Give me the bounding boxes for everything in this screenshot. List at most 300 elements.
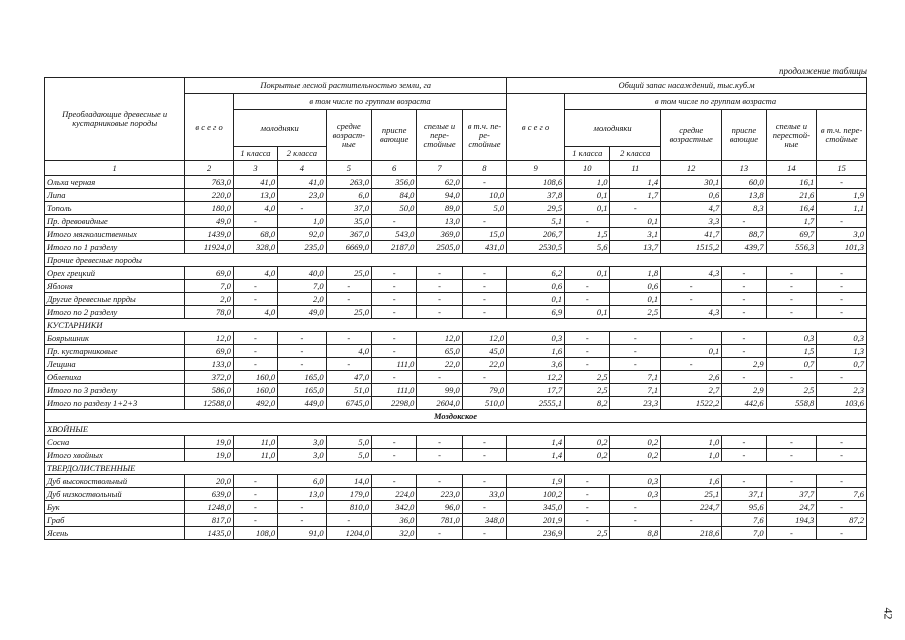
location-heading-row	[45, 410, 867, 423]
table-cell: 0,7	[766, 358, 817, 371]
table-cell: 194,3	[766, 514, 817, 527]
table-cell: -	[417, 293, 462, 306]
table-cell: 13,8	[722, 189, 766, 202]
column-number: 11	[610, 161, 661, 176]
table-cell: -	[565, 332, 610, 345]
table-cell: 4,0	[233, 306, 277, 319]
table-cell: 342,0	[372, 501, 417, 514]
table-cell: 7,0	[278, 280, 327, 293]
column-number: 8	[462, 161, 506, 176]
table-cell: -	[565, 358, 610, 371]
table-cell: -	[233, 488, 277, 501]
table-cell: -	[565, 488, 610, 501]
table-cell: 201,9	[507, 514, 565, 527]
area-overmature-header: в т.ч. пе- ре- стойные	[462, 110, 506, 161]
table-cell: 1439,0	[185, 228, 234, 241]
table-row	[45, 449, 867, 462]
table-cell: 2,5	[565, 527, 610, 540]
table-cell: 36,0	[372, 514, 417, 527]
table-cell: 206,7	[507, 228, 565, 241]
table-cell: 111,0	[372, 384, 417, 397]
table-cell: -	[372, 449, 417, 462]
table-cell: 263,0	[326, 176, 371, 189]
table-cell: 12,2	[507, 371, 565, 384]
species-name: Итого мягколиственных	[45, 228, 185, 241]
table-cell: 5,1	[507, 215, 565, 228]
stock-middle-header: средне возрастные	[661, 110, 722, 161]
table-cell: 2187,0	[372, 241, 417, 254]
table-cell: 0,7	[817, 358, 867, 371]
table-cell: 0,1	[565, 189, 610, 202]
table-cell: -	[817, 215, 867, 228]
species-name: Итого хвойных	[45, 449, 185, 462]
table-cell: 17,7	[507, 384, 565, 397]
table-cell: 45,0	[462, 345, 506, 358]
table-cell: -	[565, 475, 610, 488]
table-cell: -	[372, 345, 417, 358]
table-cell: -	[372, 267, 417, 280]
table-cell: 5,0	[326, 449, 371, 462]
table-cell: 0,1	[610, 215, 661, 228]
table-cell: 1,4	[610, 176, 661, 189]
table-continuation-note: продолжение таблицы	[778, 66, 867, 76]
table-cell: 25,0	[326, 267, 371, 280]
table-cell: -	[233, 293, 277, 306]
table-row	[45, 527, 867, 540]
table-cell: 6745,0	[326, 397, 371, 410]
table-cell: 781,0	[417, 514, 462, 527]
species-name: Орех грецкий	[45, 267, 185, 280]
table-cell: 32,0	[372, 527, 417, 540]
table-cell: 0,1	[565, 202, 610, 215]
table-cell: -	[565, 514, 610, 527]
table-cell: -	[610, 358, 661, 371]
table-cell: -	[462, 176, 506, 189]
table-cell: -	[462, 501, 506, 514]
table-cell: 0,1	[661, 345, 722, 358]
table-cell: 1,7	[610, 189, 661, 202]
table-header	[45, 78, 867, 176]
table-cell: 2,0	[185, 293, 234, 306]
table-row	[45, 436, 867, 449]
table-cell: -	[462, 293, 506, 306]
table-cell: -	[722, 449, 766, 462]
table-cell: 763,0	[185, 176, 234, 189]
table-cell: 25,0	[326, 306, 371, 319]
table-cell: -	[766, 293, 817, 306]
column-number: 15	[817, 161, 867, 176]
column-number: 14	[766, 161, 817, 176]
table-cell: 95,6	[722, 501, 766, 514]
column-number: 10	[565, 161, 610, 176]
column-number: 4	[278, 161, 327, 176]
table-cell: 3,6	[507, 358, 565, 371]
table-row	[45, 345, 867, 358]
table-cell: -	[722, 371, 766, 384]
table-cell: 0,2	[610, 436, 661, 449]
table-cell: -	[817, 527, 867, 540]
table-cell: 41,0	[233, 176, 277, 189]
table-cell: 12588,0	[185, 397, 234, 410]
table-cell: 29,5	[507, 202, 565, 215]
table-cell: 543,0	[372, 228, 417, 241]
table-cell: 7,1	[610, 384, 661, 397]
table-cell: 4,0	[233, 202, 277, 215]
table-cell: -	[817, 293, 867, 306]
table-cell: 2298,0	[372, 397, 417, 410]
table-cell: -	[372, 371, 417, 384]
table-cell: 2,6	[661, 371, 722, 384]
stock-overmature-header: в т.ч. пере- стойные	[817, 110, 867, 161]
table-cell: 6,2	[507, 267, 565, 280]
species-name: Итого по 3 разделу	[45, 384, 185, 397]
table-cell: -	[462, 475, 506, 488]
table-cell: 160,0	[233, 384, 277, 397]
table-cell: 431,0	[462, 241, 506, 254]
table-cell: 11,0	[233, 436, 277, 449]
table-row	[45, 384, 867, 397]
table-cell: 369,0	[417, 228, 462, 241]
area-mature-header: спелые и пере- стойные	[417, 110, 462, 161]
table-cell: 442,6	[722, 397, 766, 410]
table-cell: 99,0	[417, 384, 462, 397]
table-cell: -	[565, 293, 610, 306]
table-cell: 0,3	[507, 332, 565, 345]
table-row	[45, 514, 867, 527]
area-age-groups-header: в том числе по группам возраста	[233, 94, 506, 110]
table-cell: 2555,1	[507, 397, 565, 410]
table-cell: -	[462, 449, 506, 462]
table-cell: -	[722, 267, 766, 280]
table-cell: 11924,0	[185, 241, 234, 254]
table-cell: 79,0	[462, 384, 506, 397]
table-cell: 22,0	[462, 358, 506, 371]
table-cell: 1,0	[661, 436, 722, 449]
table-cell: -	[610, 345, 661, 358]
table-cell: -	[417, 527, 462, 540]
table-cell: 0,2	[565, 436, 610, 449]
table-cell: -	[661, 293, 722, 306]
stock-maturing-header: приспе вающие	[722, 110, 766, 161]
table-cell: 133,0	[185, 358, 234, 371]
table-cell: 1,5	[766, 345, 817, 358]
table-cell: 7,0	[185, 280, 234, 293]
table-cell: -	[610, 202, 661, 215]
table-cell: 65,0	[417, 345, 462, 358]
table-cell: 30,1	[661, 176, 722, 189]
table-cell: 84,0	[372, 189, 417, 202]
table-cell: 2,0	[278, 293, 327, 306]
table-cell: 1248,0	[185, 501, 234, 514]
table-cell: -	[565, 501, 610, 514]
column-number: 1	[45, 161, 185, 176]
table-cell: 91,0	[278, 527, 327, 540]
table-cell: -	[817, 176, 867, 189]
table-cell: 69,0	[185, 345, 234, 358]
species-name: Пр. кустарниковые	[45, 345, 185, 358]
table-cell: 2604,0	[417, 397, 462, 410]
species-name: Итого по разделу 1+2+3	[45, 397, 185, 410]
table-cell: 4,7	[661, 202, 722, 215]
species-name: Итого по 2 разделу	[45, 306, 185, 319]
table-cell: 817,0	[185, 514, 234, 527]
table-cell: 19,0	[185, 449, 234, 462]
area-young-header: молодняки	[233, 110, 326, 147]
table-cell: 14,0	[326, 475, 371, 488]
table-cell: -	[661, 280, 722, 293]
species-name: Ясень	[45, 527, 185, 540]
table-cell: -	[722, 293, 766, 306]
table-cell: -	[278, 501, 327, 514]
table-cell: -	[233, 501, 277, 514]
table-cell: -	[817, 449, 867, 462]
species-name: Яблоня	[45, 280, 185, 293]
table-cell: 1,0	[565, 176, 610, 189]
table-cell: 88,7	[722, 228, 766, 241]
table-cell: 165,0	[278, 384, 327, 397]
table-cell: -	[417, 475, 462, 488]
table-cell: -	[817, 371, 867, 384]
species-name: Ольха черная	[45, 176, 185, 189]
table-cell: -	[462, 436, 506, 449]
table-cell: 345,0	[507, 501, 565, 514]
table-cell: 3,0	[278, 449, 327, 462]
species-name: Итого по 1 разделу	[45, 241, 185, 254]
table-cell: 16,4	[766, 202, 817, 215]
table-row	[45, 267, 867, 280]
table-cell: 1515,2	[661, 241, 722, 254]
table-cell: 235,0	[278, 241, 327, 254]
section-heading-row	[45, 254, 867, 267]
section-heading: КУСТАРНИКИ	[45, 319, 867, 332]
table-cell: 25,1	[661, 488, 722, 501]
table-cell: 87,2	[817, 514, 867, 527]
table-cell: 1,0	[278, 215, 327, 228]
table-row	[45, 371, 867, 384]
table-cell: 8,8	[610, 527, 661, 540]
table-cell: -	[417, 280, 462, 293]
table-cell: 2,5	[565, 384, 610, 397]
table-cell: 89,0	[417, 202, 462, 215]
table-cell: 5,0	[326, 436, 371, 449]
table-cell: 35,0	[326, 215, 371, 228]
table-cell: 11,0	[233, 449, 277, 462]
table-row	[45, 176, 867, 189]
table-row	[45, 215, 867, 228]
table-cell: 556,3	[766, 241, 817, 254]
table-cell: -	[462, 267, 506, 280]
table-cell: 4,0	[326, 345, 371, 358]
table-cell: 94,0	[417, 189, 462, 202]
table-cell: 160,0	[233, 371, 277, 384]
table-cell: -	[766, 449, 817, 462]
table-cell: -	[417, 436, 462, 449]
table-cell: 1,6	[661, 475, 722, 488]
table-cell: 356,0	[372, 176, 417, 189]
table-cell: 0,3	[610, 475, 661, 488]
table-cell: 218,6	[661, 527, 722, 540]
table-cell: 3,3	[661, 215, 722, 228]
table-cell: 439,7	[722, 241, 766, 254]
table-cell: 19,0	[185, 436, 234, 449]
table-cell: 2505,0	[417, 241, 462, 254]
table-cell: 449,0	[278, 397, 327, 410]
table-cell: -	[326, 293, 371, 306]
table-cell: 41,7	[661, 228, 722, 241]
table-cell: -	[372, 475, 417, 488]
stock-young-header: молодняки	[565, 110, 661, 147]
table-cell: 7,0	[722, 527, 766, 540]
table-cell: -	[278, 332, 327, 345]
stock-total-header: в с е г о	[507, 94, 565, 161]
table-cell: 96,0	[417, 501, 462, 514]
table-cell: 372,0	[185, 371, 234, 384]
table-cell: 0,2	[610, 449, 661, 462]
table-cell: 37,0	[326, 202, 371, 215]
table-cell: 5,6	[565, 241, 610, 254]
table-cell: -	[722, 345, 766, 358]
column-number: 13	[722, 161, 766, 176]
table-row	[45, 501, 867, 514]
table-cell: 0,6	[661, 189, 722, 202]
table-cell: 8,3	[722, 202, 766, 215]
table-cell: 180,0	[185, 202, 234, 215]
table-cell: 1,1	[817, 202, 867, 215]
table-cell: 15,0	[462, 228, 506, 241]
table-cell: -	[766, 371, 817, 384]
table-row	[45, 306, 867, 319]
table-cell: 1,4	[507, 449, 565, 462]
table-cell: 6669,0	[326, 241, 371, 254]
table-cell: 108,0	[233, 527, 277, 540]
table-cell: -	[610, 514, 661, 527]
table-cell: 810,0	[326, 501, 371, 514]
table-cell: 2,9	[722, 384, 766, 397]
table-cell: 21,6	[766, 189, 817, 202]
table-cell: 60,0	[722, 176, 766, 189]
table-cell: 0,1	[507, 293, 565, 306]
table-row	[45, 293, 867, 306]
stock-group-header: Общий запас насаждений, тыс.куб.м	[507, 78, 867, 94]
table-cell: 1,5	[565, 228, 610, 241]
table-cell: 41,0	[278, 176, 327, 189]
table-cell: 0,2	[565, 449, 610, 462]
table-cell: 24,7	[766, 501, 817, 514]
table-row	[45, 202, 867, 215]
table-cell: -	[326, 332, 371, 345]
table-cell: -	[372, 306, 417, 319]
table-cell: -	[722, 475, 766, 488]
species-header: Преобладающие древесные и кустарниковые породы	[45, 78, 185, 161]
table-cell: 37,7	[766, 488, 817, 501]
table-cell: -	[766, 306, 817, 319]
table-cell: -	[610, 501, 661, 514]
table-cell: -	[326, 514, 371, 527]
table-cell: 0,1	[610, 293, 661, 306]
table-cell: -	[661, 514, 722, 527]
table-cell: 4,3	[661, 306, 722, 319]
table-cell: -	[817, 280, 867, 293]
table-cell: 1522,2	[661, 397, 722, 410]
table-cell: 16,1	[766, 176, 817, 189]
stock-mature-header: спелые и перестой- ные	[766, 110, 817, 161]
table-cell: -	[278, 345, 327, 358]
table-cell: -	[766, 267, 817, 280]
area-group-header: Покрытые лесной растительностью земли, га	[185, 78, 507, 94]
table-cell: 7,1	[610, 371, 661, 384]
column-number: 12	[661, 161, 722, 176]
table-cell: 78,0	[185, 306, 234, 319]
table-cell: 5,0	[462, 202, 506, 215]
table-cell: 20,0	[185, 475, 234, 488]
table-cell: -	[278, 514, 327, 527]
table-cell: 2,7	[661, 384, 722, 397]
table-cell: 2,5	[766, 384, 817, 397]
column-number: 7	[417, 161, 462, 176]
table-cell: 0,3	[817, 332, 867, 345]
table-cell: 23,3	[610, 397, 661, 410]
table-cell: 49,0	[185, 215, 234, 228]
table-cell: -	[417, 371, 462, 384]
table-cell: -	[417, 306, 462, 319]
table-cell: 0,3	[610, 488, 661, 501]
table-cell: 2,3	[817, 384, 867, 397]
table-cell: -	[372, 280, 417, 293]
table-cell: -	[233, 280, 277, 293]
table-cell: 33,0	[462, 488, 506, 501]
species-name: Дуб низкоствольный	[45, 488, 185, 501]
table-cell: 3,1	[610, 228, 661, 241]
area-middle-header: средне возраст- ные	[326, 110, 371, 161]
table-cell: -	[817, 306, 867, 319]
species-name: Лещина	[45, 358, 185, 371]
species-name: Пр. древовидные	[45, 215, 185, 228]
table-cell: -	[766, 475, 817, 488]
table-cell: 3,0	[817, 228, 867, 241]
area-class2-header: 2 класса	[278, 147, 327, 161]
table-row	[45, 241, 867, 254]
table-cell: 6,0	[326, 189, 371, 202]
table-cell: -	[610, 332, 661, 345]
table-cell: 10,0	[462, 189, 506, 202]
table-cell: 1435,0	[185, 527, 234, 540]
table-cell: 4,3	[661, 267, 722, 280]
table-cell: -	[565, 215, 610, 228]
table-cell: 1,9	[507, 475, 565, 488]
table-cell: -	[278, 358, 327, 371]
table-cell: 62,0	[417, 176, 462, 189]
table-cell: -	[233, 345, 277, 358]
area-class1-header: 1 класса	[233, 147, 277, 161]
species-name: Боярышник	[45, 332, 185, 345]
table-cell: -	[372, 332, 417, 345]
column-numbers-row	[45, 161, 867, 176]
table-cell: 639,0	[185, 488, 234, 501]
table-cell: 49,0	[278, 306, 327, 319]
stock-class1-header: 1 класса	[565, 147, 610, 161]
table-cell: 348,0	[462, 514, 506, 527]
table-cell: 1,4	[507, 436, 565, 449]
table-cell: -	[417, 449, 462, 462]
table-cell: -	[326, 280, 371, 293]
table-cell: -	[372, 215, 417, 228]
table-cell: -	[233, 475, 277, 488]
table-cell: 101,3	[817, 241, 867, 254]
table-cell: 586,0	[185, 384, 234, 397]
table-cell: -	[462, 215, 506, 228]
table-cell: -	[233, 358, 277, 371]
table-cell: -	[233, 514, 277, 527]
